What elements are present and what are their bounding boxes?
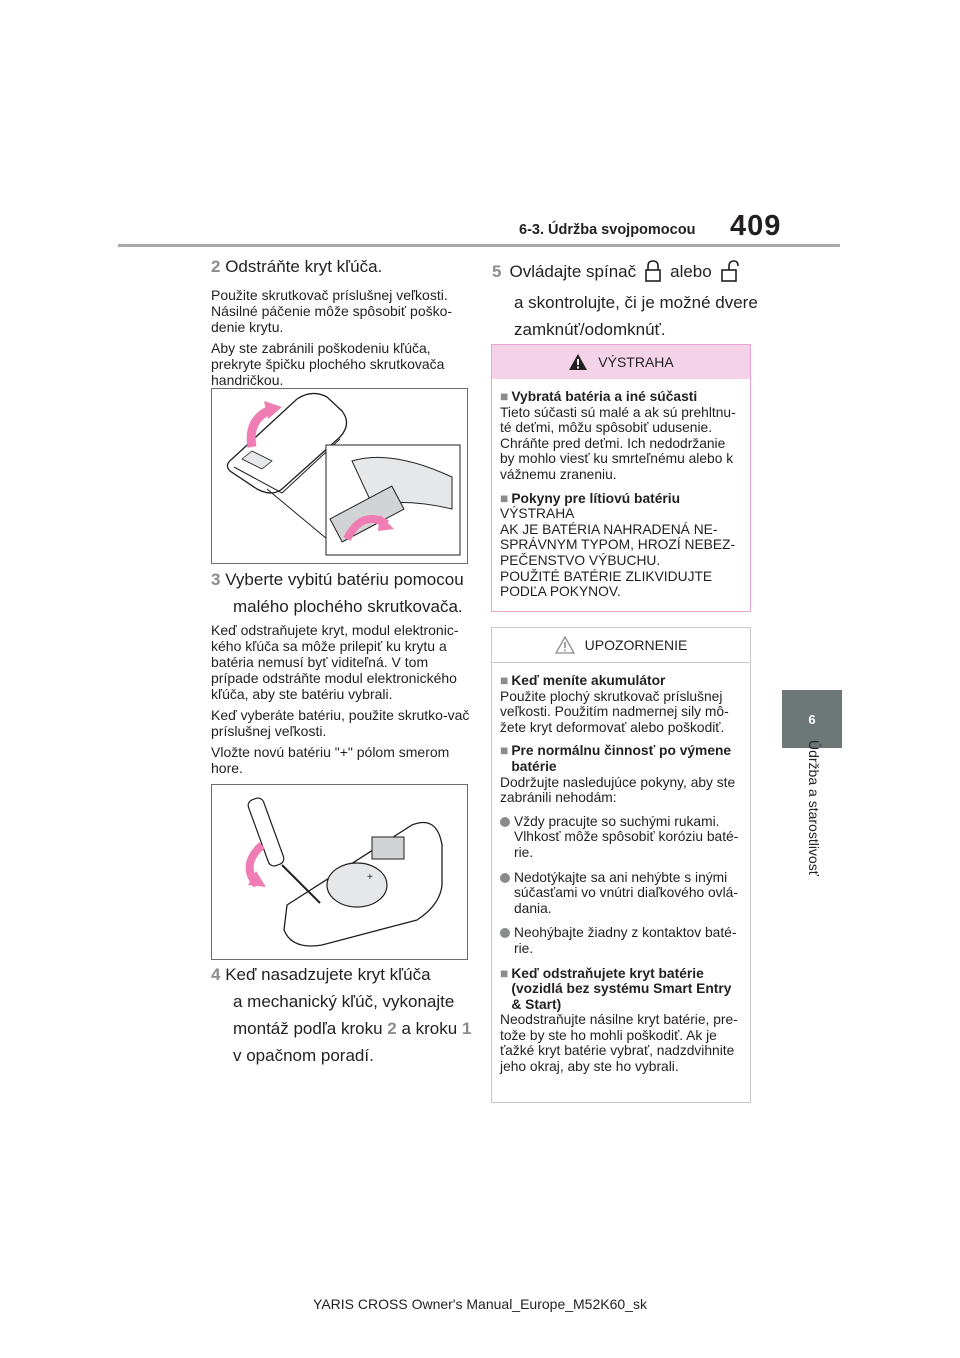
step-text-line3: zamknúť/odomknúť.: [514, 320, 666, 339]
warning-title: VÝSTRAHA: [598, 354, 674, 370]
lock-icon: [644, 259, 662, 283]
step-text-line2: a skontrolujte, či je možné dvere: [514, 293, 758, 312]
square-bullet-icon: ■: [500, 965, 509, 981]
step-text: Ovládajte spínač: [509, 261, 637, 281]
step-3-notes: [211, 622, 473, 781]
figure-remove-cover: [211, 388, 468, 564]
notice-text-2: Dodržujte nasledujúce pokyny, aby ste zabránili nehodám:: [500, 774, 736, 806]
warning-header: [492, 345, 750, 379]
list-item: Neohýbajte žiadny z kontaktov baté-rie.: [500, 925, 742, 956]
step-number: 4: [211, 965, 221, 984]
note: Aby ste zabránili poškodeniu kľúča, prekryte špičku plochého skrutkovača handričkou.: [211, 340, 445, 388]
warning-text-1: Tieto súčasti sú malé a ak sú prehltnu-té deťmi, môžu spôsobiť udusenie. Chráňte pred deťmi. Ich nedodržanie by mohlo viesť ku smrteľnému alebo k vážnemu zraneniu.: [500, 404, 736, 482]
step-3: [211, 566, 471, 620]
header-rule: [118, 244, 840, 247]
step-text: montáž podľa kroku: [233, 1019, 388, 1038]
key-cover-illustration: [212, 389, 467, 563]
step-number: 2: [211, 257, 221, 276]
step-number: 3: [211, 570, 221, 589]
footer-text: YARIS CROSS Owner's Manual_Europe_M52K60_sk: [313, 1296, 647, 1312]
step-number: 5: [492, 261, 502, 281]
step-text-line4: v opačnom poradí.: [233, 1046, 374, 1065]
figure-remove-battery: [211, 784, 468, 960]
warning-heading-1: ■ Vybratá batéria a iné súčasti: [500, 389, 698, 404]
round-bullet-icon: [500, 817, 510, 827]
square-bullet-icon: ■: [500, 743, 509, 759]
warning-box: [491, 344, 751, 612]
chapter-tab: 6: [782, 690, 842, 748]
notice-title: UPOZORNENIE: [584, 637, 688, 653]
step-text-line3: [211, 1015, 481, 1042]
step-text-line2: malého plochého skrutkovača.: [233, 597, 463, 616]
notice-box: [491, 627, 751, 1103]
warning-heading-2: ■ Pokyny pre lítiovú batériu: [500, 490, 681, 506]
notice-header: [492, 628, 750, 663]
step-text-line1: Vyberte vybitú batériu pomocou: [225, 570, 464, 589]
caution-triangle-icon: [555, 636, 575, 654]
notice-heading-3: ■ Keď odstraňujete kryt batérie (vozidlá bez systému Smart Entry & Start): [500, 965, 732, 1012]
square-bullet-icon: ■: [500, 389, 509, 404]
step-2: [211, 253, 471, 280]
round-bullet-icon: [500, 928, 510, 938]
step-ref: 2: [387, 1019, 397, 1038]
step-ref: 1: [461, 1019, 472, 1038]
step-text: a kroku: [396, 1019, 462, 1038]
warning-body: [492, 379, 750, 608]
list-item: Nedotýkajte sa ani nehýbte s inými súčasťami vo vnútri diaľkového ovlá-dania.: [500, 870, 742, 917]
battery-illustration: [212, 785, 467, 959]
note: Keď vyberáte batériu, použite skrutko-vač príslušnej veľkosti.: [211, 707, 470, 739]
unlock-icon: [720, 259, 740, 283]
notice-text-3: Neodstraňujte násilne kryt batérie, pre-tože by ste ho mohli poškodiť. Ak je ťažké kryt batérie vybrať, nadzdvihnite jeho okraj, aby ste ho vybrali.: [500, 1012, 738, 1075]
notice-heading-2: ■ Pre normálnu činnosť po výmene batérie: [500, 743, 732, 774]
step-text-line1: Keď nasadzujete kryt kľúča: [225, 965, 431, 984]
notice-heading-1: ■ Keď meníte akumulátor: [500, 673, 666, 688]
note: Použite skrutkovač príslušnej veľkosti. Násilné páčenie môže spôsobiť poško-denie krytu.: [211, 287, 453, 335]
square-bullet-icon: ■: [500, 673, 509, 688]
step-5: [492, 257, 762, 343]
page-number: 409: [730, 210, 782, 242]
step-2-notes: [211, 287, 473, 393]
warning-triangle-icon: [568, 353, 588, 371]
square-bullet-icon: ■: [500, 490, 509, 506]
chapter-label: Údržba a starostlivosť: [806, 740, 822, 876]
step-text: alebo: [670, 261, 712, 281]
note: Vložte novú batériu "+" pólom smerom hore.: [211, 744, 450, 776]
note: Keď odstraňujete kryt, modul elektronic-kého kľúča sa môže prilepiť ku krytu a batéria nemusí byť viditeľná. V tom prípade odstráňte modul elektronického kľúča, aby ste batériu vybrali.: [211, 622, 459, 702]
step-4: [211, 961, 481, 1069]
notice-text-1: Použite plochý skrutkovač príslušnej veľkosti. Použitím nadmernej sily mô-žete kryt deformovať alebo poškodiť.: [500, 688, 729, 735]
list-item: Vždy pracujte so suchými rukami. Vlhkosť môže spôsobiť koróziu baté-rie.: [500, 814, 742, 861]
warning-text-2: VÝSTRAHA AK JE BATÉRIA NAHRADENÁ NE- SPRÁVNYM TYPOM, HROZÍ NEBEZ- PEČENSTVO VÝBUCHU. POUŽITÉ BATÉRIE ZLIKVIDUJTE PODĽA POKYNOV.: [500, 506, 736, 600]
notice-body: [492, 663, 750, 1091]
svg-text:+: +: [367, 872, 373, 883]
section-title: 6-3. Údržba svojpomocou: [519, 222, 696, 238]
round-bullet-icon: [500, 873, 510, 883]
step-text-line2: a mechanický kľúč, vykonajte: [233, 992, 455, 1011]
step-text: Odstráňte kryt kľúča.: [225, 257, 383, 276]
